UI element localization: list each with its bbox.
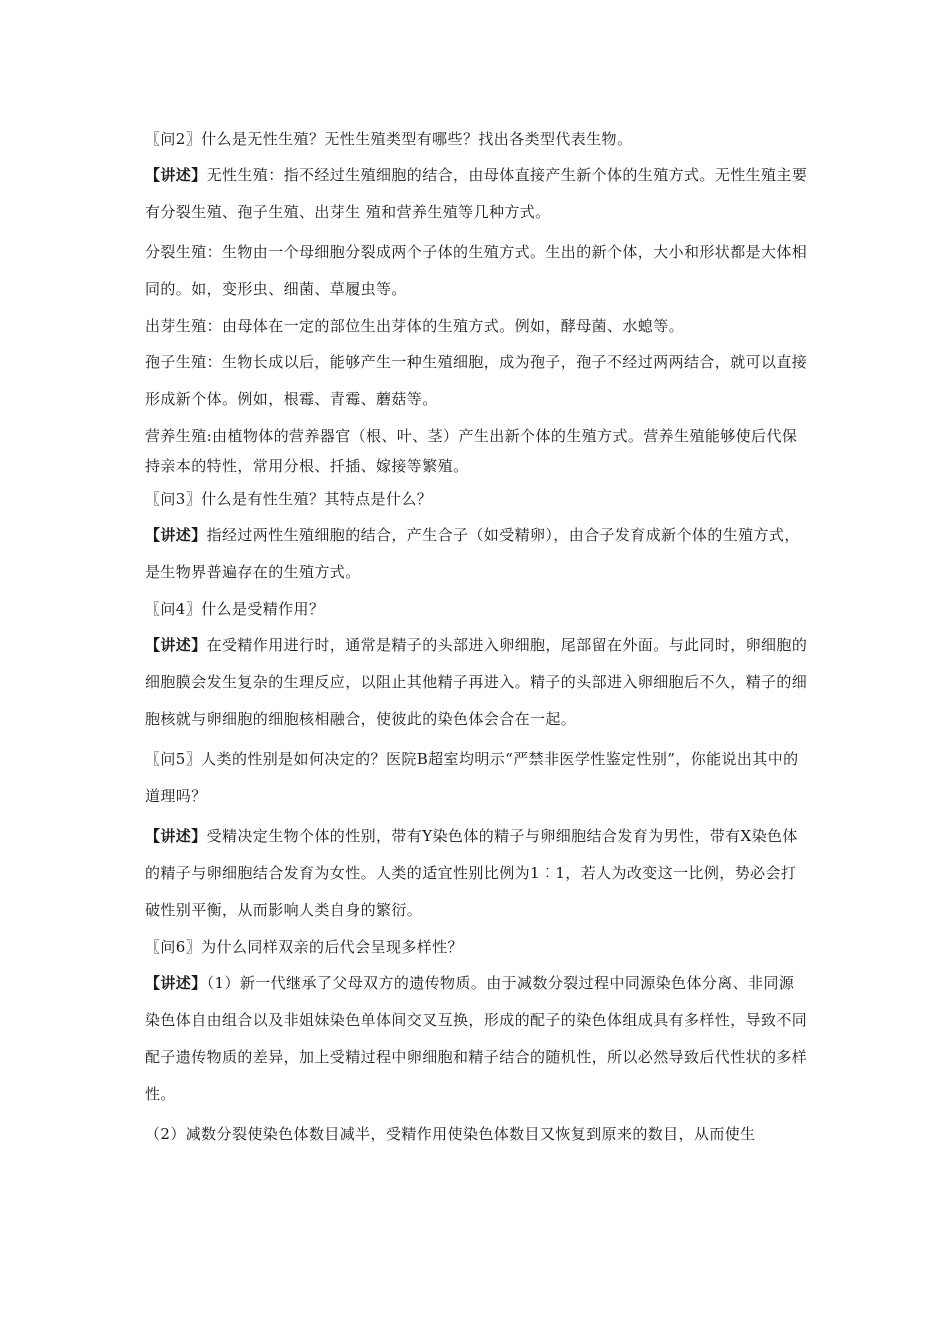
paragraph-text: 营养生殖:由植物体的营养器官（根、叶、茎）产生出新个体的生殖方式。营养生殖能够使后代保持亲本的特性，常用分根、扦插、嫁接等繁殖。 <box>145 427 798 475</box>
answer-4 <box>145 627 809 738</box>
lecture-label: 【讲述】 <box>145 636 207 654</box>
lecture-label: 【讲述】 <box>145 827 207 845</box>
budding-reproduction <box>145 311 809 341</box>
answer-5 <box>145 818 809 929</box>
answer-2-intro <box>145 157 809 231</box>
answer-3 <box>145 517 809 591</box>
vegetative-reproduction <box>145 421 809 481</box>
fission-reproduction <box>145 234 809 308</box>
document-body <box>145 124 809 1156</box>
question-2 <box>145 124 809 154</box>
paragraph-text: 在受精作用进行时，通常是精子的头部进入卵细胞，尾部留在外面。与此同时，卵细胞的细胞膜会发生复杂的生理反应，以阻止其他精子再进入。精子的头部进入卵细胞后不久，精子的细胞核就与卵细胞的细胞核相融合，使彼此的染色体会合在一起。 <box>145 636 808 728</box>
paragraph-text: 〖问6〗为什么同样双亲的后代会呈现多样性？ <box>145 938 463 956</box>
paragraph-text: 无性生殖：指不经过生殖细胞的结合，由母体直接产生新个体的生殖方式。无性生殖主要有分裂生殖、孢子生殖、出芽生 殖和营养生殖等几种方式。 <box>145 166 808 221</box>
paragraph-text: 〖问2〗什么是无性生殖？无性生殖类型有哪些？找出各类型代表生物。 <box>145 130 633 148</box>
paragraph-text: （2）减数分裂使染色体数目减半，受精作用使染色体数目又恢复到原来的数目，从而使生 <box>145 1125 756 1143</box>
paragraph-text: 出芽生殖：由母体在一定的部位生出芽体的生殖方式。例如，酵母菌、水螅等。 <box>145 317 685 335</box>
paragraph-text: 指经过两性生殖细胞的结合，产生合子（如受精卵），由合子发育成新个体的生殖方式，是生物界普遍存在的生殖方式。 <box>145 526 800 581</box>
paragraph-text: 孢子生殖：生物长成以后，能够产生一种生殖细胞，成为孢子，孢子不经过两两结合，就可以直接形成新个体。例如，根霉、青霉、蘑菇等。 <box>145 353 808 408</box>
answer-6-part-1 <box>145 965 809 1113</box>
lecture-label: 【讲述】 <box>145 526 207 544</box>
answer-6-part-2 <box>145 1116 809 1153</box>
question-4 <box>145 594 809 624</box>
question-3 <box>145 484 809 514</box>
paragraph-text: 分裂生殖：生物由一个母细胞分裂成两个子体的生殖方式。生出的新个体，大小和形状都是大体相同的。如，变形虫、细菌、草履虫等。 <box>145 243 808 298</box>
paragraph-text: 〖问3〗什么是有性生殖？其特点是什么？ <box>145 490 433 508</box>
paragraph-text: （1）新一代继承了父母双方的遗传物质。由于减数分裂过程中同源染色体分离、非同源染色体自由组合以及非姐妹染色单体间交叉互换，形成的配子的染色体组成具有多样性，导致不同配子遗传物质的差异，加上受精过程中卵细胞和精子结合的随机性，所以必然导致后代性状的多样性。 <box>145 974 808 1103</box>
question-5 <box>145 741 809 815</box>
spore-reproduction <box>145 344 809 418</box>
lecture-label: 【讲述】 <box>145 974 207 992</box>
paragraph-text: 〖问5〗人类的性别是如何决定的？医院B超室均明示“严禁非医学性鉴定性别”，你能说出其中的道理吗？ <box>145 750 799 805</box>
paragraph-text: 受精决定生物个体的性别，带有Y染色体的精子与卵细胞结合发育为男性，带有X染色体的精子与卵细胞结合发育为女性。人类的适宜性别比例为1︰1，若人为改变这一比例，势必会打破性别平衡，从而影响人类自身的繁衍。 <box>145 827 798 919</box>
paragraph-text: 〖问4〗什么是受精作用？ <box>145 600 325 618</box>
lecture-label: 【讲述】 <box>145 166 207 184</box>
question-6 <box>145 932 809 962</box>
